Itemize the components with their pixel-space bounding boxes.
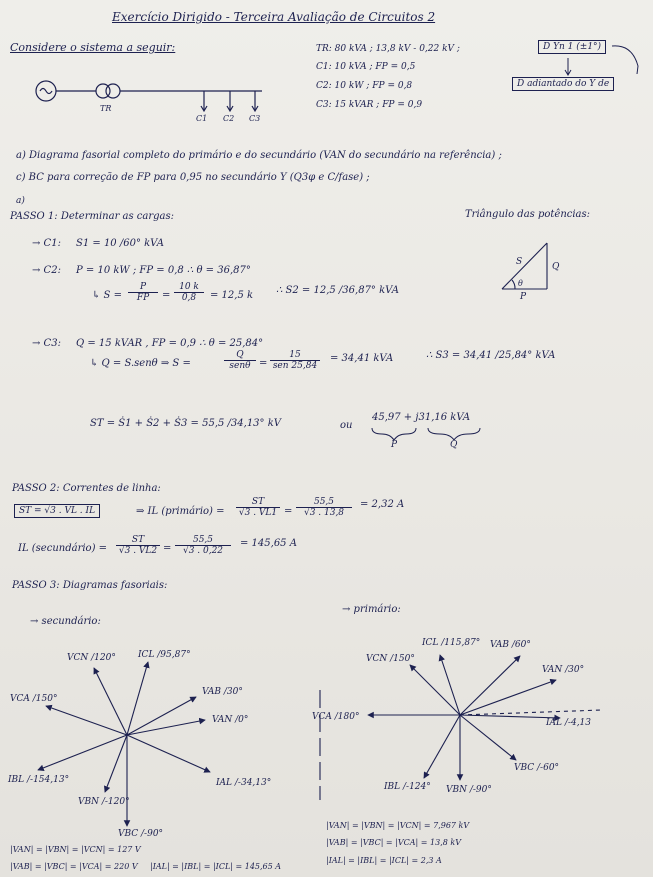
spec-transformer-note: D adiantado do Y de <box>512 77 614 91</box>
secondary-summary-phase-voltage: |VAN| = |VBN| = |VCN| = 127 V <box>10 845 141 854</box>
sec-label-icl: ICL /95,87° <box>138 650 191 660</box>
c3-result: = 34,41 kVA <box>330 353 394 364</box>
secondary-summary-line-voltage: |VAB| = |VBC| = |VCA| = 220 V <box>10 862 138 871</box>
il2-prefix: IL (secundário) = <box>18 543 108 554</box>
pri-label-icl: ICL /115,87° <box>422 638 481 648</box>
step1-heading: PASSO 1: Determinar as cargas: <box>10 211 175 222</box>
c3-q-prefix: ↳ Q = S.senθ ⇒ S = <box>90 358 191 369</box>
pri-label-vbc: VBC /-60° <box>514 763 560 773</box>
sec-label-van: VAN /0° <box>212 715 249 725</box>
phasor-vab-pri <box>460 656 520 715</box>
phasor-vab-sec <box>127 697 196 735</box>
secondary-summary-current: |IAL| = |IBL| = |ICL| = 145,65 A <box>150 862 282 871</box>
question-a: a) Diagrama fasorial completo do primário e do secundário (VAN do secundário na referência) ; <box>16 150 502 161</box>
sec-label-ial: IAL /-34,13° <box>216 778 272 788</box>
c2-line: P = 10 kW ; FP = 0,8 ∴ θ = 36,87° <box>76 265 251 276</box>
spec-transformer-connection: D Yn 1 (±1°) <box>538 40 606 54</box>
answer-a-label: a) <box>16 196 25 206</box>
step2-formula: ST = √3 . VL . IL <box>14 504 100 518</box>
primary-summary-line-voltage: |VAB| = |VBC| = |VCA| = 13,8 kV <box>326 838 462 847</box>
il2-result: = 145,65 A <box>240 538 297 549</box>
c3-line: Q = 15 kVAR , FP = 0,9 ∴ θ = 25,84° <box>76 338 264 349</box>
reference-dashed-line <box>460 710 602 715</box>
consider-text: Considere o sistema a seguir: <box>10 41 176 54</box>
load-label-c2: C2 <box>223 114 235 123</box>
phasor-icl-pri <box>440 655 460 715</box>
primary-summary-phase-voltage: |VAN| = |VBN| = |VCN| = 7,967 kV <box>326 821 470 830</box>
spec-c3: C3: 15 kVAR ; FP = 0,9 <box>316 100 423 110</box>
il1-result: = 2,32 A <box>360 499 405 510</box>
c3-fraction-2: 15 sen 25,84 <box>270 350 320 371</box>
sec-label-ibl: IBL /-154,13° <box>8 775 70 785</box>
load-label-c1: C1 <box>196 114 208 123</box>
step2-heading: PASSO 2: Correntes de linha: <box>12 483 161 494</box>
c3-s3: ∴ S3 = 34,41 /25,84° kVA <box>426 350 556 361</box>
primary-title: → primário: <box>342 604 401 615</box>
primary-summary-current: |IAL| = |IBL| = |ICL| = 2,3 A <box>326 856 442 865</box>
c3-label: → C3: <box>32 338 61 349</box>
triangle-label-theta: θ <box>518 279 523 288</box>
step3-heading: PASSO 3: Diagramas fasoriais: <box>12 580 168 591</box>
c2-label: → C2: <box>32 265 61 276</box>
il1-fraction-1: $\frac{ST}{√3 . VL1}$ <box>236 497 280 518</box>
triangle-label-p: P <box>520 292 527 302</box>
triangle-title: Triângulo das potências: <box>465 209 591 220</box>
equals-sign: = <box>162 290 171 301</box>
transformer-label: TR <box>100 104 112 113</box>
phasor-van-sec <box>127 720 205 735</box>
phasor-van-pri <box>460 680 556 715</box>
phasor-vbn-sec <box>105 735 127 792</box>
ou-text: ou <box>340 420 353 431</box>
spec-transformer: TR: 80 kVA ; 13,8 kV - 0,22 kV ; <box>316 44 460 54</box>
pri-label-van: VAN /30° <box>542 665 585 675</box>
secondary-title: → secundário: <box>30 616 101 627</box>
sec-label-vbn: VBN /-120° <box>78 797 130 807</box>
c2-result: = 12,5 k <box>210 290 254 301</box>
pri-label-vcn: VCN /150° <box>366 654 415 664</box>
pri-label-vbn: VBN /-90° <box>446 785 492 795</box>
triangle-label-q: Q <box>552 262 560 272</box>
il2-fraction-2: $\frac{55,5}{√3 . 0,22}$ <box>175 535 231 556</box>
st-line: ST = Ṡ1 + Ṡ2 + Ṡ3 = 55,5 /34,13° kV <box>90 418 282 429</box>
phasor-ial-pri <box>460 715 560 718</box>
il1-fraction-2: $\frac{55,5}{√3 . 13,8}$ <box>296 497 352 518</box>
il1-prefix: ⇒ IL (primário) = <box>136 506 225 517</box>
c2-s2: ∴ S2 = 12,5 /36,87° kVA <box>276 285 399 296</box>
sec-label-vcn: VCN /120° <box>67 653 116 663</box>
c2-fraction-2: $\frac{10 k}{0,8}$ <box>174 282 204 303</box>
equals-sign: = <box>284 506 293 517</box>
page-title: Exercício Dirigido - Terceira Avaliação de Circuitos 2 <box>112 10 436 24</box>
spec-c1: C1: 10 kVA ; FP = 0,5 <box>316 62 416 72</box>
il2-fraction-1: $\frac{ST}{√3 . VL2}$ <box>116 535 160 556</box>
sec-label-vab: VAB /30° <box>202 687 243 697</box>
phasor-ibl-pri <box>424 715 460 778</box>
phasor-vcn-pri <box>410 665 460 715</box>
sec-label-vca: VCA /150° <box>10 694 58 704</box>
c3-fraction-1: Q senθ <box>224 350 256 371</box>
st-rectangular: 45,97 + j31,16 kVA <box>372 412 471 423</box>
c1-label: → C1: <box>32 238 61 249</box>
phasor-icl-sec <box>127 662 148 735</box>
pri-label-vab: VAB /60° <box>490 640 531 650</box>
question-c: c) BC para correção de FP para 0,95 no secundário Y (Q3φ e C/fase) ; <box>16 172 370 183</box>
sec-label-vbc: VBC /-90° <box>118 829 164 839</box>
pri-label-ibl: IBL /-124° <box>384 782 431 792</box>
triangle-label-s: S <box>516 257 523 267</box>
phasor-ibl-sec <box>38 735 127 770</box>
phasor-ial-sec <box>127 735 210 772</box>
st-q-label: Q <box>450 440 458 450</box>
c2-fraction-1: $\frac{P}{FP}$ <box>128 282 158 303</box>
equals-sign: = <box>259 358 268 369</box>
c1-value: S1 = 10 /60° kVA <box>76 238 164 249</box>
load-label-c3: C3 <box>249 114 261 123</box>
c2-s-prefix: ↳ S = <box>92 290 122 301</box>
st-p-label: P <box>391 440 398 450</box>
phasor-vbc-pri <box>460 715 516 760</box>
pri-label-ial: IAL /-4,13 <box>546 718 592 728</box>
spec-c2: C2: 10 kW ; FP = 0,8 <box>316 81 413 91</box>
equals-sign: = <box>163 543 172 554</box>
pri-label-vca: VCA /180° <box>312 712 360 722</box>
